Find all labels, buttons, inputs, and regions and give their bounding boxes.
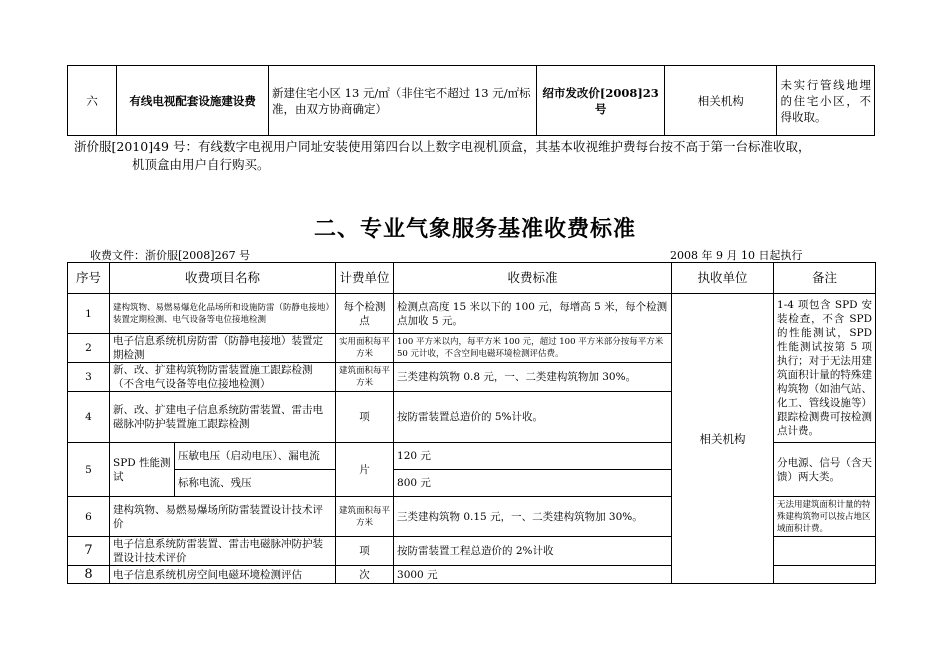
- row-no: 6: [68, 497, 110, 537]
- row-name: SPD 性能测试: [110, 443, 175, 497]
- row-unit: 片: [336, 443, 394, 497]
- row-name: 新、改、扩建电子信息系统防雷装置、雷击电磁脉冲防护装置施工跟踪检测: [110, 392, 336, 443]
- effective-date: 2008 年 9 月 10 日起执行: [670, 249, 803, 262]
- row-standard: 按防雷装置工程总造价的 2%计收: [394, 537, 672, 566]
- header-name: 收费项目名称: [110, 263, 336, 294]
- remark-item-5: 分电源、信号（含天馈）两大类。: [774, 443, 876, 497]
- row-unit: 项: [336, 392, 394, 443]
- note-line-2: 机顶盒由用户自行购买。: [132, 157, 270, 172]
- row-unit: 建筑面积每平方米: [336, 363, 394, 392]
- row-name: 电子信息系统机房防雷（防静电接地）装置定期检测: [110, 334, 336, 363]
- header-no: 序号: [68, 263, 110, 294]
- row-no: 4: [68, 392, 110, 443]
- row-no: 3: [68, 363, 110, 392]
- remark-empty: [774, 537, 876, 566]
- weather-service-fee-table: [67, 262, 876, 584]
- remark: 未实行管线地埋的住宅小区，不得收取。: [777, 66, 875, 136]
- agency-cell: 相关机构: [672, 294, 774, 584]
- row-standard: 120 元: [394, 443, 672, 470]
- header-remark: 备注: [774, 263, 876, 294]
- row-standard: 三类建构筑物 0.15 元，一、二类建构筑物加 30%。: [394, 497, 672, 537]
- note-line-1: 浙价服[2010]49 号：有线数字电视用户同址安装使用第四台以上数字电视机顶盒，其基本收视维护费每台按不高于第一台标准收取，: [74, 139, 811, 154]
- row-name: 建构筑物、易燃易爆场所防雷装置设计技术评价: [110, 497, 336, 537]
- row-standard: 3000 元: [394, 566, 672, 584]
- row-unit: 实用面积每平方米: [336, 334, 394, 363]
- remark-item-6: 无法用建筑面积计量的特殊建构筑物可以按占地区域面积计费。: [774, 497, 876, 537]
- row-no: 7: [68, 537, 110, 566]
- header-unit: 计费单位: [336, 263, 394, 294]
- row-no: 5: [68, 443, 110, 497]
- row-no: 1: [68, 294, 110, 334]
- section-title: 二、专业气象服务基准收费标准: [313, 217, 636, 242]
- row-unit: 次: [336, 566, 394, 584]
- row-standard: 检测点高度 15 米以下的 100 元，每增高 5 米，每个检测点加收 5 元。: [394, 294, 672, 334]
- table-row: [68, 294, 876, 334]
- row-name: 建构筑物、易燃易爆危化品场所和设施防雷（防静电接地）装置定期检测、电气设备等电位接地检测: [110, 294, 336, 334]
- row-standard: 800 元: [394, 470, 672, 497]
- row-no: 8: [68, 566, 110, 584]
- row-name: 新、改、扩建构筑物防雷装置施工跟踪检测（不含电气设备等电位接地检测）: [110, 363, 336, 392]
- header-agency: 执收单位: [672, 263, 774, 294]
- row-standard: 按防雷装置总造价的 5%计收。: [394, 392, 672, 443]
- row-name: 电子信息系统机房空间电磁环境检测评估: [110, 566, 336, 584]
- item-name: 有线电视配套设施建设费: [117, 66, 269, 136]
- top-fee-table: [67, 65, 875, 136]
- header-row: [68, 263, 876, 294]
- row-name: 电子信息系统防雷装置、雷击电磁脉冲防护装置设计技术评价: [110, 537, 336, 566]
- row-standard: 三类建构筑物 0.8 元，一、二类建构筑物加 30%。: [394, 363, 672, 392]
- row-unit: 每个检测点: [336, 294, 394, 334]
- remark-empty: [774, 566, 876, 584]
- remark-items-1-4: 1-4 项包含 SPD 安装检查，不含 SPD 的性能测试，SPD 性能测试按第 5 项执行；对于无法用建筑面积计量的特殊建构筑物（如油气站、化工、管线设施等）跟踪检测费可按检测点计费。: [774, 294, 876, 443]
- fee-basis: 绍市发改价[2008]23 号: [537, 66, 665, 136]
- row-no: 六: [68, 66, 117, 136]
- row-no: 2: [68, 334, 110, 363]
- row-subitem: 标称电流、残压: [175, 470, 336, 497]
- row-unit: 建筑面积每平方米: [336, 497, 394, 537]
- row-unit: 项: [336, 537, 394, 566]
- document-reference: 收费文件：浙价服[2008]267 号: [90, 249, 251, 262]
- fee-standard: 新建住宅小区 13 元/㎡（非住宅不超过 13 元/㎡标准，由双方协商确定）: [268, 66, 536, 136]
- row-standard: 100 平方米以内，每平方米 100 元，超过 100 平方米部分按每平方米 50 元计收，不含空间电磁环境检测评估费。: [394, 334, 672, 363]
- row-subitem: 压敏电压（启动电压）、漏电流: [175, 443, 336, 470]
- collecting-agency: 相关机构: [664, 66, 777, 136]
- header-standard: 收费标准: [394, 263, 672, 294]
